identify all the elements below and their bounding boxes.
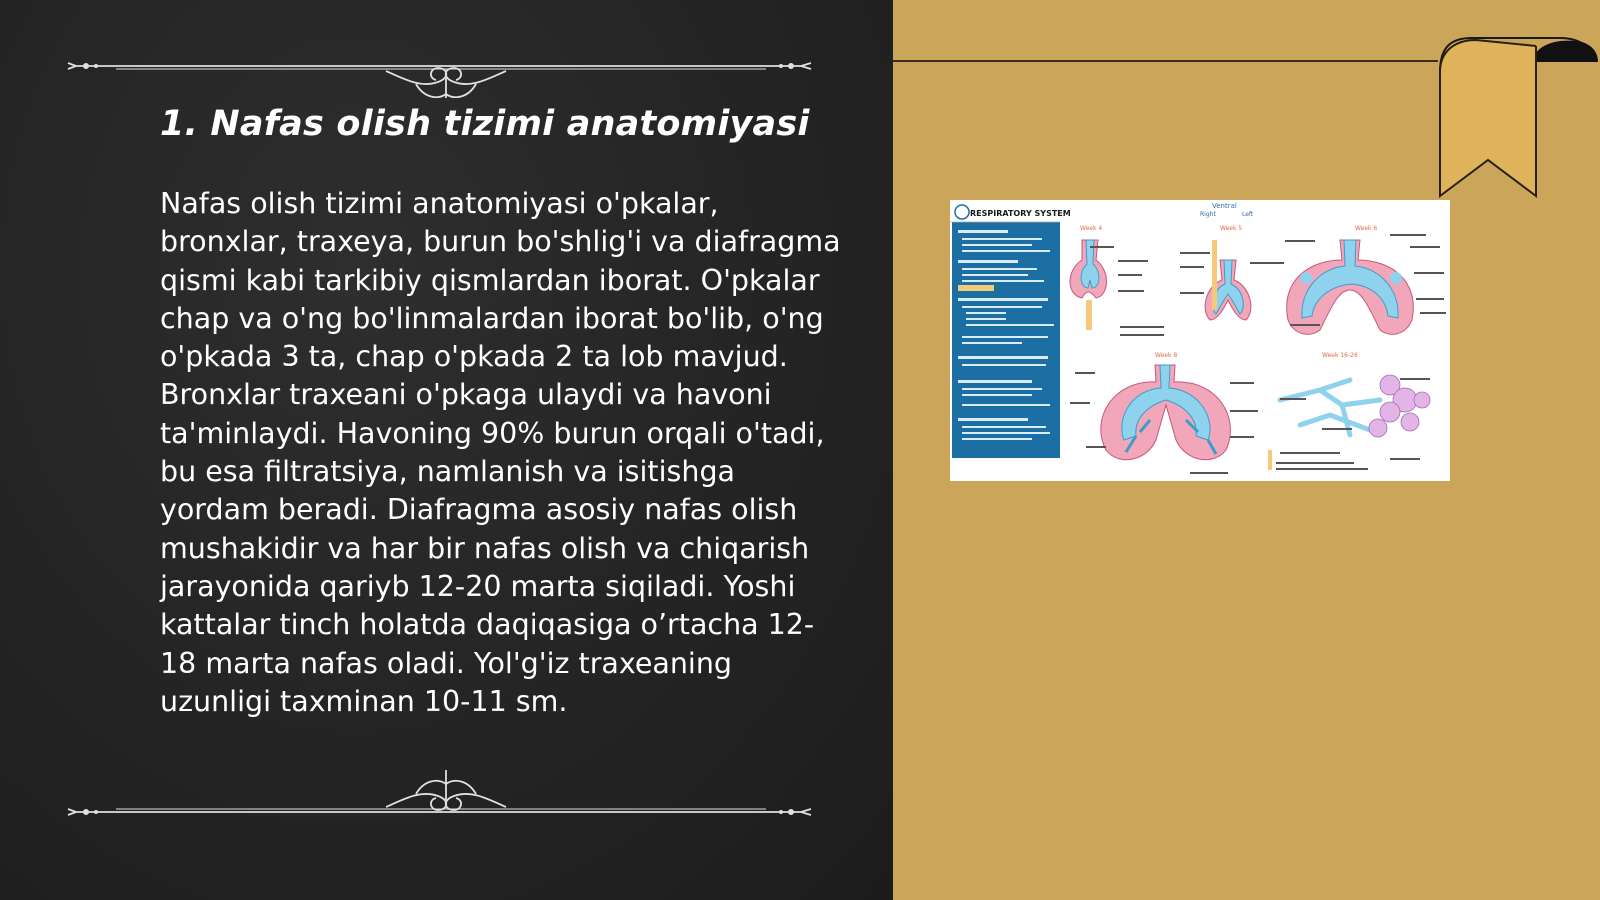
figure-week-label: Week 4 [1080,225,1103,232]
figure-orientation-ventral: Ventral [1212,202,1237,210]
bookmark-ribbon-icon [1432,32,1600,202]
slide-body-text: Nafas olish tizimi anatomiyasi o'pkalar, bronxlar, traxeya, burun bo'shlig'i va diafragma qismi kabi tarkibiy qismlardan iborat. O'pkalar chap va o'ng bo'linmalardan iborat bo'lib, o'ng o'pkada 3 ta, chap o'pkada 2 ta lob mavjud. Bronxlar traxeani o'pkaga ulaydi va havoni ta'minlaydi. Havoning 90% burun orqali o'tadi, bu esa filtratsiya, namlanish va isitishga yordam beradi. Diafragma asosiy nafas olish mushakidir va har bir nafas olish va chiqarish jarayonida qariyb 12-20 marta siqiladi. Yoshi kattalar tinch holatda daqiqasiga o’rtacha 12-18 marta nafas oladi. Yol'g'iz traxeaning uzunligi taxminan 10-11 sm. [160,187,841,718]
figure-header: RESPIRATORY SYSTEM [970,209,1071,218]
right-divider-line [893,60,1438,62]
figure-week-label: Week 16-26 [1322,352,1358,359]
top-ornament [66,38,826,98]
figure-week-label: Week 6 [1355,225,1378,232]
figure-orientation-left: Left [1242,211,1254,218]
figure-orientation-right: Right [1200,211,1216,218]
bottom-ornament [66,770,826,830]
respiratory-system-figure [950,200,1450,481]
figure-week-label: Week 5 [1220,225,1243,232]
figure-week-label: Week 8 [1155,352,1178,359]
slide-title: 1. Nafas olish tizimi anatomiyasi [160,104,810,144]
